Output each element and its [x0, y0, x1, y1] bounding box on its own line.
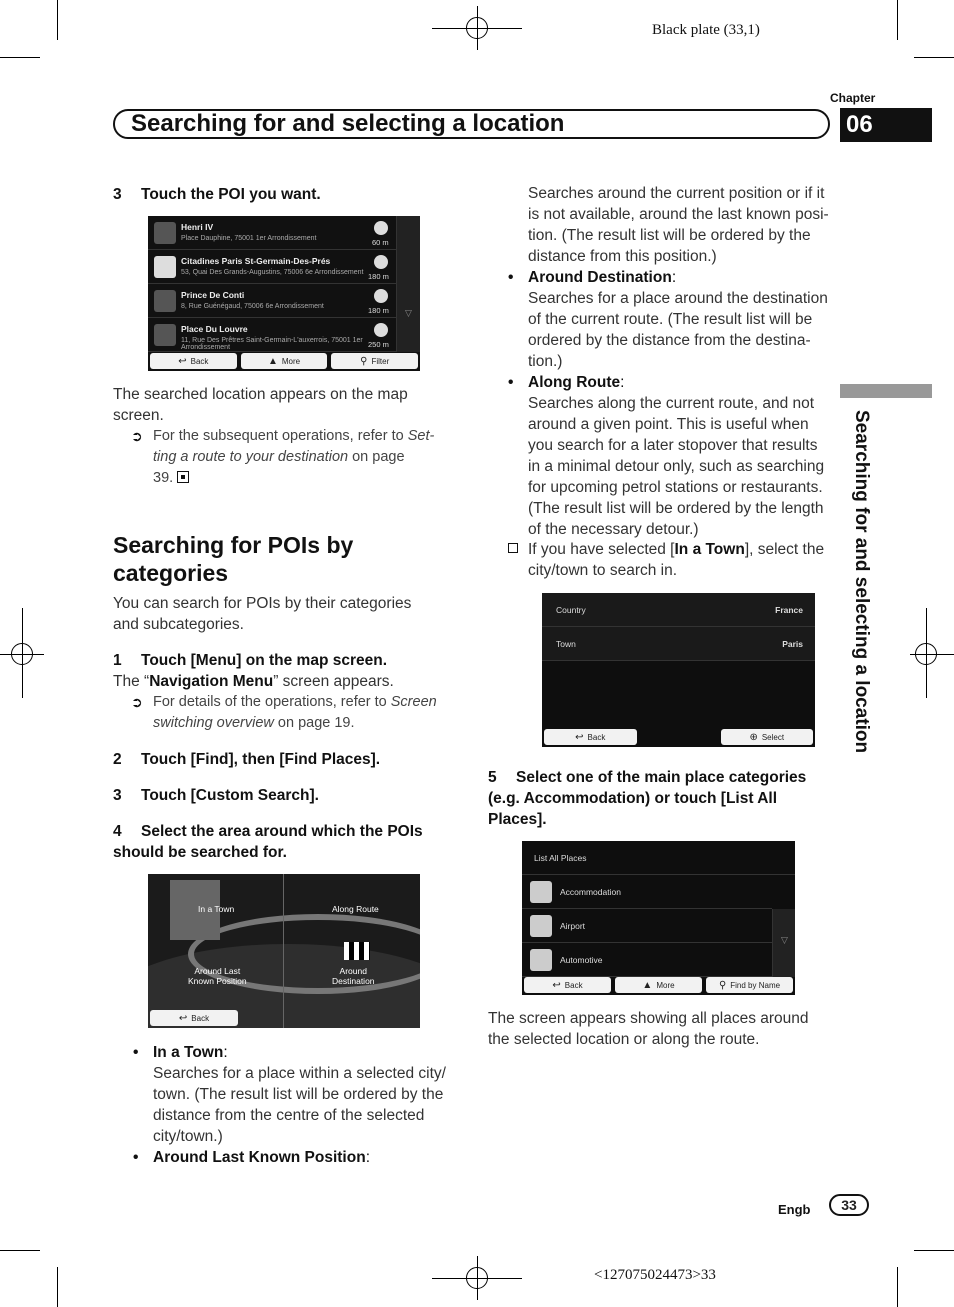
text: If you have selected [ — [528, 541, 675, 558]
step-text: Touch [Find], then [Find Places]. — [141, 751, 381, 768]
poi-distance: 180 m — [368, 272, 389, 281]
step-text: (e.g. Accommodation) or touch [List All — [488, 790, 778, 807]
scroll-down-icon[interactable]: ▽ — [781, 935, 788, 945]
option-line: Around — [339, 966, 367, 976]
back-label: Back — [587, 732, 606, 742]
poi-category-icon — [154, 324, 176, 346]
emphasis: In a Town — [674, 541, 745, 558]
step-text: should be searched for. — [113, 844, 287, 861]
registration-line — [910, 654, 954, 655]
text-line: Searches for a place within a selected city/ — [153, 1065, 446, 1082]
direction-arrow-icon — [374, 255, 388, 269]
back-button[interactable] — [524, 977, 611, 993]
text-line: city/town.) — [153, 1128, 223, 1145]
step-3-heading — [113, 184, 321, 205]
end-mark-icon — [177, 471, 189, 483]
crop-mark — [0, 1250, 40, 1251]
text: ], select the — [744, 541, 825, 558]
step-number: 3 — [113, 186, 122, 203]
text-line: and subcategories. — [113, 616, 244, 633]
select-button[interactable] — [721, 729, 814, 745]
page-header — [113, 109, 830, 139]
scroll-down-icon[interactable]: ▽ — [405, 308, 412, 318]
title-line: categories — [113, 560, 229, 586]
step-text: Select one of the main place categories — [516, 769, 807, 786]
poi-name: Place Du Louvre — [181, 324, 248, 334]
text-line: you search for a later stopover that results — [528, 437, 818, 454]
poi-row — [148, 284, 396, 318]
poi-address: Place Dauphine, 75001 1er Arrondissement — [181, 235, 317, 242]
country-label: Country — [556, 605, 586, 615]
around-last-known-option[interactable] — [188, 966, 247, 986]
around-destination-option[interactable] — [332, 966, 375, 986]
find-by-name-button[interactable] — [706, 977, 793, 993]
bullet-title: In a Town — [153, 1044, 224, 1061]
registration-line — [477, 6, 478, 50]
reference-arrow-icon: ➲ — [131, 694, 143, 710]
document-id: <127075024473>33 — [594, 1267, 716, 1283]
step-number: 3 — [113, 787, 122, 804]
town-label: Town — [556, 639, 576, 649]
reference-note-2 — [131, 692, 453, 734]
category-row[interactable] — [522, 875, 772, 909]
bullet-title: Around Destination — [528, 269, 672, 286]
button-bar — [522, 975, 795, 995]
text-line: for upcoming petrol stations or restaurants. — [528, 479, 823, 496]
in-a-town-note — [528, 539, 838, 581]
crop-mark — [897, 1267, 898, 1307]
section-title — [113, 531, 353, 587]
text-line: is not available, around the last known posi- — [528, 206, 829, 223]
text-line: You can search for POIs by their categories — [113, 595, 412, 612]
category-row[interactable] — [522, 943, 772, 977]
text-line: The searched location appears on the map — [113, 386, 408, 403]
town-selection-screenshot — [542, 593, 815, 747]
ref-link-text: Set- — [407, 428, 435, 444]
country-value: France — [775, 605, 803, 615]
more-button[interactable] — [241, 353, 328, 369]
more-label: More — [281, 356, 301, 366]
section-intro — [113, 593, 453, 635]
filter-button[interactable] — [331, 353, 418, 369]
filter-label: Filter — [371, 356, 390, 366]
crop-mark — [0, 57, 40, 58]
back-label: Back — [564, 980, 583, 990]
poi-row — [148, 216, 396, 250]
step-text: Touch [Menu] on the map screen. — [141, 652, 388, 669]
page-number — [829, 1194, 869, 1216]
ref-text: For the subsequent operations, refer to — [153, 428, 408, 444]
crop-mark — [57, 1267, 58, 1307]
crop-mark — [914, 57, 954, 58]
text-line: tion. (The result list will be ordered by the — [528, 227, 811, 244]
title-line: Searching for POIs by — [113, 532, 354, 558]
text-line: Searches along the current route, and not — [528, 395, 815, 412]
plate-label: Black plate (33,1) — [652, 22, 760, 38]
button-bar — [148, 351, 420, 371]
category-label: Accommodation — [560, 887, 621, 897]
text-line: (The result list will be ordered by the length — [528, 500, 824, 517]
step-1-heading — [113, 650, 387, 671]
reference-arrow-icon: ➲ — [131, 428, 143, 444]
scrollbar[interactable] — [396, 216, 420, 352]
back-button[interactable] — [150, 353, 237, 369]
poi-distance: 60 m — [372, 238, 389, 247]
closing-text — [488, 1008, 833, 1050]
more-button[interactable] — [615, 977, 702, 993]
list-all-places-label: List All Places — [534, 853, 587, 863]
back-label: Back — [191, 1013, 210, 1023]
step-4-heading — [113, 821, 453, 863]
town-value: Paris — [782, 639, 803, 649]
page-number-text: 33 — [841, 1197, 857, 1213]
automotive-icon — [530, 949, 552, 971]
list-all-places-row[interactable] — [522, 841, 795, 875]
poi-address: 11, Rue Des Prêtres Saint-Germain-L'auxerrois, 75001 1er Arrondissement — [181, 337, 363, 351]
around-last-known-description — [528, 183, 838, 267]
text: ” screen appears. — [273, 673, 394, 690]
step-text: Touch [Custom Search]. — [141, 787, 319, 804]
emphasis: Navigation Menu — [149, 673, 274, 690]
note-checkbox-icon — [508, 543, 518, 553]
bullet-dot: • — [133, 1149, 139, 1166]
accommodation-icon — [530, 881, 552, 903]
step-3b-heading — [113, 785, 319, 806]
text-line: of the necessary detour.) — [528, 521, 699, 538]
poi-row — [148, 318, 396, 352]
poi-row — [148, 250, 396, 284]
text-line: screen. — [113, 407, 164, 424]
ref-text: on page — [348, 449, 405, 465]
header-title: Searching for and selecting a location — [131, 110, 565, 137]
searched-location-text — [113, 384, 453, 426]
ref-link-text: switching overview — [153, 715, 274, 731]
crosshair-icon: ⊕ — [749, 731, 758, 743]
text-line: tion.) — [528, 353, 563, 370]
back-label: Back — [190, 356, 209, 366]
step-text: Places]. — [488, 811, 547, 828]
poi-distance: 250 m — [368, 340, 389, 349]
step-number: 5 — [488, 769, 497, 786]
category-list-screenshot — [522, 841, 795, 995]
poi-category-icon — [154, 290, 176, 312]
airport-icon — [530, 915, 552, 937]
text-line: city/town to search in. — [528, 562, 678, 579]
back-arrow-icon: ↩ — [178, 1012, 188, 1024]
finish-flag-icon — [344, 942, 370, 960]
option-line: Around Last — [194, 966, 241, 976]
registration-line — [22, 608, 23, 698]
bullet-around-destination: • Around Destination: Searches for a place around the destination of the current route. (The result list will be ordered by the distance from the destina- tion.) — [528, 267, 838, 372]
back-button[interactable] — [150, 1010, 238, 1026]
bullet-dot: • — [508, 269, 514, 286]
option-line: Known Position — [188, 976, 247, 986]
chapter-number-text: 06 — [846, 111, 873, 138]
text-line: town. (The result list will be ordered by the — [153, 1086, 444, 1103]
poi-name: Henri IV — [181, 222, 214, 232]
ref-text: For details of the operations, refer to — [153, 694, 391, 710]
bullet-dot: • — [508, 374, 514, 391]
poi-name: Citadines Paris St-Germain-Des-Prés — [181, 256, 331, 266]
bullet-title: Around Last Known Position — [153, 1149, 366, 1166]
chapter-label: Chapter — [830, 91, 876, 105]
back-arrow-icon: ↩ — [552, 979, 561, 991]
area-selection-screenshot — [148, 874, 420, 1028]
language-code: Engb — [778, 1202, 811, 1217]
country-row[interactable] — [542, 593, 815, 627]
ref-text: on page 19. — [273, 715, 355, 731]
poi-category-icon — [154, 222, 176, 244]
category-label: Airport — [560, 921, 586, 931]
town-row[interactable] — [542, 627, 815, 661]
poi-address: 53, Quai Des Grands-Augustins, 75006 6e Arrondissement — [181, 269, 364, 276]
more-triangle-icon: ▲ — [267, 355, 278, 367]
back-arrow-icon: ↩ — [575, 731, 584, 743]
poi-list-screenshot — [148, 216, 420, 371]
reference-note-1 — [131, 426, 453, 489]
text-line: Searches around the current position or if it — [528, 185, 825, 202]
select-label: Select — [761, 732, 785, 742]
bullet-in-a-town: • In a Town: Searches for a place within a selected city/ town. (The result list will be ordered by the distance from the centre of the selected city/town.) — [153, 1042, 453, 1147]
direction-arrow-icon — [374, 323, 388, 337]
back-button[interactable] — [544, 729, 637, 745]
step-1-result — [113, 671, 394, 692]
text-line: ordered by the distance from the destina- — [528, 332, 811, 349]
crop-mark — [57, 0, 58, 40]
text-line: around a given point. This is useful when — [528, 416, 809, 433]
text-line: distance from this position.) — [528, 248, 717, 265]
text-line: Searches for a place around the destination — [528, 290, 828, 307]
bullet-dot: • — [133, 1044, 139, 1061]
crop-mark — [897, 0, 898, 40]
step-5-heading — [488, 767, 833, 830]
along-route-option[interactable]: Along Route — [332, 904, 379, 914]
step-number: 1 — [113, 652, 122, 669]
search-icon: ⚲ — [718, 979, 727, 991]
poi-address: 8, Rue Guénégaud, 75006 6e Arrondissement — [181, 303, 324, 310]
registration-line — [477, 1256, 478, 1300]
ref-page: 39. — [153, 470, 174, 486]
crop-mark — [914, 1250, 954, 1251]
bullet-along-route: • Along Route: Searches along the current route, and not around a given point. This is useful when you search for a later stopover that results in a minimal detour only, such as searching for upcoming petrol stations or restaurants. (The result list will be ordered by the length of the necessary detour.) — [528, 372, 838, 540]
scrollbar[interactable] — [772, 909, 795, 977]
step-number: 4 — [113, 823, 122, 840]
area-divider — [283, 874, 284, 1028]
registration-line — [926, 608, 927, 698]
bullet-around-last-known: • Around Last Known Position: — [133, 1149, 370, 1166]
text-line: The screen appears showing all places around — [488, 1010, 809, 1027]
text: The “ — [113, 673, 150, 690]
more-triangle-icon: ▲ — [642, 979, 653, 991]
find-by-name-label: Find by Name — [730, 980, 781, 990]
direction-arrow-icon — [374, 221, 388, 235]
poi-distance: 180 m — [368, 306, 389, 315]
search-icon: ⚲ — [360, 355, 368, 367]
poi-name: Prince De Conti — [181, 290, 245, 300]
category-label: Automotive — [560, 955, 603, 965]
category-row[interactable] — [522, 909, 772, 943]
more-label: More — [656, 980, 675, 990]
text-line: the selected location or along the route. — [488, 1031, 760, 1048]
step-number: 2 — [113, 751, 122, 768]
direction-arrow-icon — [374, 289, 388, 303]
ref-link-text: Screen — [390, 694, 437, 710]
text-line: distance from the centre of the selected — [153, 1107, 425, 1124]
button-bar — [542, 727, 815, 747]
chapter-number — [840, 108, 932, 142]
text-line: of the current route. (The result list will be — [528, 311, 813, 328]
side-tab-marker — [840, 384, 932, 398]
back-arrow-icon: ↩ — [178, 355, 187, 367]
button-bar — [148, 1008, 240, 1028]
step-text: Touch the POI you want. — [141, 186, 321, 203]
ref-link-text: ting a route to your destination — [153, 449, 349, 465]
text-line: in a minimal detour only, such as searching — [528, 458, 825, 475]
in-a-town-option[interactable]: In a Town — [198, 904, 235, 914]
step-text: Select the area around which the POIs — [141, 823, 423, 840]
side-tab-text: Searching for and selecting a location — [851, 410, 872, 754]
bullet-title: Along Route — [528, 374, 621, 391]
option-line: Destination — [332, 976, 375, 986]
hotel-thumbnail-icon — [154, 256, 176, 278]
step-2-heading — [113, 749, 380, 770]
